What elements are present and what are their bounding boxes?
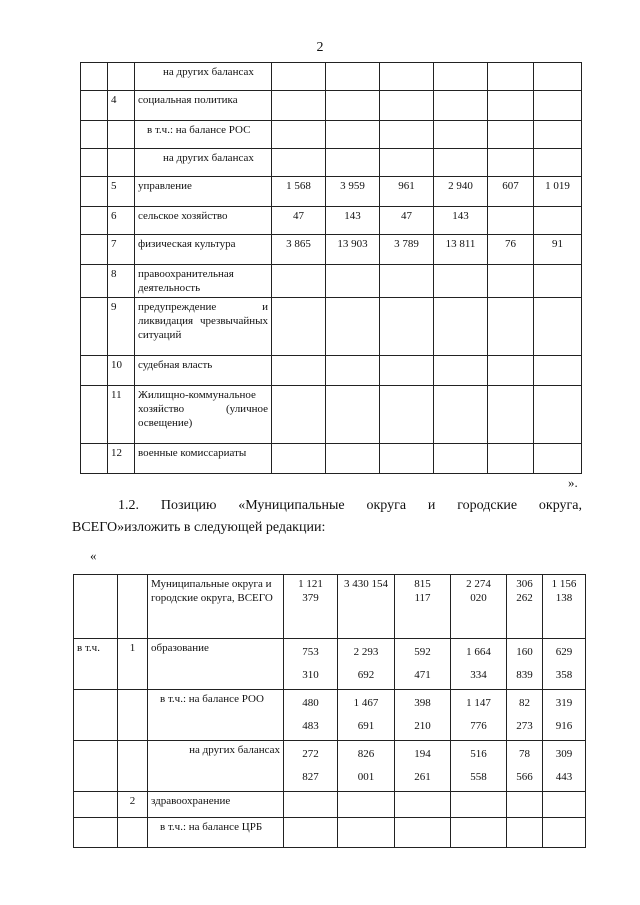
row-label: в т.ч.: на балансе РОС: [135, 121, 272, 149]
row-value-6: [534, 356, 582, 386]
total-value-6: 1 156 138: [543, 575, 586, 639]
total-value-2: 3 430 154: [338, 575, 395, 639]
row-value-6: [534, 149, 582, 177]
row-value-5: 607: [488, 177, 534, 207]
other-label: на других балансах: [148, 741, 284, 792]
total-value-5: 306 262: [507, 575, 543, 639]
table-row: [81, 444, 582, 474]
row-number: 4: [108, 91, 135, 121]
row-value-2: [326, 149, 380, 177]
row-label: Жилищно-коммунальное хозяйство (уличное освещение): [135, 386, 272, 444]
prefix-cell: [74, 792, 118, 818]
row-value-4: [434, 91, 488, 121]
row-value-5: [488, 91, 534, 121]
row-label: физическая культура: [135, 235, 272, 265]
row-value-6: [534, 386, 582, 444]
other-value-6: 309 443: [543, 741, 586, 792]
row-value-2: [326, 444, 380, 474]
prefix-cell: [74, 741, 118, 792]
row-number: [108, 149, 135, 177]
other-value-4: 516 558: [451, 741, 507, 792]
health-label: здравоохранение: [148, 792, 284, 818]
row-value-3: [380, 298, 434, 356]
empty-cell: [338, 792, 395, 818]
row-label: предупреждение и ликвидация чрезвычайных ситуаций: [135, 298, 272, 356]
health-num: 2: [118, 792, 148, 818]
row-value-2: [326, 91, 380, 121]
row-value-5: [488, 298, 534, 356]
blank-cell: [81, 207, 108, 235]
row-value-1: 47: [272, 207, 326, 235]
row-label: на других балансах: [135, 63, 272, 91]
row-value-2: [326, 265, 380, 298]
total-value-1: 1 121 379: [284, 575, 338, 639]
row-value-3: [380, 356, 434, 386]
total-value-4: 2 274 020: [451, 575, 507, 639]
empty-cell: [543, 818, 586, 848]
blank-cell: [81, 444, 108, 474]
closing-quote: ».: [568, 475, 578, 490]
row-value-4: [434, 149, 488, 177]
roo-value-5: 82 273: [507, 690, 543, 741]
row-value-4: 2 940: [434, 177, 488, 207]
row-value-6: [534, 265, 582, 298]
education-label: образование: [148, 639, 284, 690]
other-value-1: 272 827: [284, 741, 338, 792]
row-value-2: 143: [326, 207, 380, 235]
row-value-4: [434, 121, 488, 149]
blank-cell: [81, 91, 108, 121]
row-value-6: [534, 121, 582, 149]
empty-cell: [507, 792, 543, 818]
row-value-4: 13 811: [434, 235, 488, 265]
row-number: 5: [108, 177, 135, 207]
row-value-3: 47: [380, 207, 434, 235]
prefix-cell: [74, 818, 118, 848]
crb-label: в т.ч.: на балансе ЦРБ: [148, 818, 284, 848]
other-value-2: 826 001: [338, 741, 395, 792]
education-value-3: 592 471: [395, 639, 451, 690]
empty-cell: [284, 818, 338, 848]
row-value-2: [326, 298, 380, 356]
row-value-5: [488, 149, 534, 177]
empty-cell: [451, 792, 507, 818]
roo-value-1: 480 483: [284, 690, 338, 741]
row-value-4: 143: [434, 207, 488, 235]
empty-cell: [451, 818, 507, 848]
row-value-6: 1 019: [534, 177, 582, 207]
roo-value-3: 398 210: [395, 690, 451, 741]
budget-table-revised: [73, 574, 586, 848]
row-label: сельское хозяйство: [135, 207, 272, 235]
row-label: правоохранительная деятельность: [135, 265, 272, 298]
row-value-1: [272, 386, 326, 444]
table-row: [81, 207, 582, 235]
row-value-5: [488, 356, 534, 386]
roo-row: [74, 690, 586, 741]
table-row: [81, 235, 582, 265]
row-value-4: [434, 63, 488, 91]
row-value-5: [488, 207, 534, 235]
row-number: 12: [108, 444, 135, 474]
education-value-4: 1 664 334: [451, 639, 507, 690]
row-value-3: 961: [380, 177, 434, 207]
row-value-1: [272, 63, 326, 91]
row-value-1: [272, 149, 326, 177]
row-value-2: [326, 63, 380, 91]
blank-cell: [81, 63, 108, 91]
table-row: [81, 149, 582, 177]
empty-cell: [338, 818, 395, 848]
table-row: [81, 63, 582, 91]
row-value-4: [434, 444, 488, 474]
row-value-2: [326, 356, 380, 386]
row-number: 11: [108, 386, 135, 444]
row-value-5: [488, 63, 534, 91]
page-number: 2: [316, 40, 324, 55]
row-value-6: [534, 63, 582, 91]
roo-value-4: 1 147 776: [451, 690, 507, 741]
row-value-1: [272, 91, 326, 121]
row-label: управление: [135, 177, 272, 207]
total-row: [74, 575, 586, 639]
row-value-3: [380, 149, 434, 177]
empty-cell: [507, 818, 543, 848]
row-value-3: [380, 444, 434, 474]
num-cell: [118, 690, 148, 741]
row-value-6: [534, 91, 582, 121]
prefix-cell: [74, 690, 118, 741]
table-row: [81, 298, 582, 356]
num-cell: [118, 741, 148, 792]
other-value-5: 78 566: [507, 741, 543, 792]
row-label: военные комиссариаты: [135, 444, 272, 474]
num-cell: [118, 575, 148, 639]
empty-cell: [543, 792, 586, 818]
table-row: [81, 386, 582, 444]
row-number: [108, 63, 135, 91]
row-value-6: [534, 298, 582, 356]
row-label: социальная политика: [135, 91, 272, 121]
table-row: [81, 177, 582, 207]
row-number: 9: [108, 298, 135, 356]
blank-cell: [81, 149, 108, 177]
row-value-4: [434, 356, 488, 386]
row-value-1: [272, 121, 326, 149]
blank-cell: [81, 121, 108, 149]
row-value-6: 91: [534, 235, 582, 265]
education-value-5: 160 839: [507, 639, 543, 690]
total-value-3: 815 117: [395, 575, 451, 639]
education-num: 1: [118, 639, 148, 690]
blank-cell: [81, 356, 108, 386]
row-value-6: [534, 207, 582, 235]
education-value-6: 629 358: [543, 639, 586, 690]
table-row: [81, 121, 582, 149]
row-value-3: [380, 63, 434, 91]
blank-cell: [81, 386, 108, 444]
row-value-3: [380, 265, 434, 298]
education-value-2: 2 293 692: [338, 639, 395, 690]
row-value-3: [380, 121, 434, 149]
row-value-1: 1 568: [272, 177, 326, 207]
row-number: [108, 121, 135, 149]
row-number: 10: [108, 356, 135, 386]
row-value-4: [434, 265, 488, 298]
row-number: 6: [108, 207, 135, 235]
roo-label: в т.ч.: на балансе РОО: [148, 690, 284, 741]
education-row: [74, 639, 586, 690]
row-value-5: 76: [488, 235, 534, 265]
roo-value-6: 319 916: [543, 690, 586, 741]
empty-cell: [395, 792, 451, 818]
row-value-4: [434, 386, 488, 444]
education-prefix: в т.ч.: [74, 639, 118, 690]
blank-cell: [81, 265, 108, 298]
row-value-6: [534, 444, 582, 474]
roo-value-2: 1 467 691: [338, 690, 395, 741]
row-number: 7: [108, 235, 135, 265]
blank-cell: [81, 235, 108, 265]
row-value-1: 3 865: [272, 235, 326, 265]
table-row: [81, 91, 582, 121]
row-value-2: 3 959: [326, 177, 380, 207]
row-value-1: [272, 444, 326, 474]
opening-quote: «: [90, 548, 97, 563]
other-row: [74, 741, 586, 792]
table-row: [81, 265, 582, 298]
table-row: [81, 356, 582, 386]
row-label: судебная власть: [135, 356, 272, 386]
row-value-2: 13 903: [326, 235, 380, 265]
row-value-3: 3 789: [380, 235, 434, 265]
education-value-1: 753 310: [284, 639, 338, 690]
row-value-2: [326, 121, 380, 149]
row-value-1: [272, 265, 326, 298]
other-value-3: 194 261: [395, 741, 451, 792]
row-value-3: [380, 91, 434, 121]
row-value-1: [272, 356, 326, 386]
blank-cell: [81, 298, 108, 356]
empty-cell: [395, 818, 451, 848]
crb-row: [74, 818, 586, 848]
amendment-paragraph: [72, 495, 582, 539]
row-value-5: [488, 386, 534, 444]
row-value-3: [380, 386, 434, 444]
row-value-1: [272, 298, 326, 356]
total-label: Муниципальные округа и городские округа, ВСЕГО: [148, 575, 284, 639]
row-value-5: [488, 265, 534, 298]
row-value-5: [488, 121, 534, 149]
row-value-4: [434, 298, 488, 356]
blank-cell: [81, 177, 108, 207]
prefix-cell: [74, 575, 118, 639]
budget-table-continued: [80, 62, 582, 474]
num-cell: [118, 818, 148, 848]
health-row: [74, 792, 586, 818]
empty-cell: [284, 792, 338, 818]
row-value-5: [488, 444, 534, 474]
row-number: 8: [108, 265, 135, 298]
row-value-2: [326, 386, 380, 444]
amendment-text: 1.2. Позицию «Муниципальные округа и городские округа, ВСЕГО»изложить в следующей редакции:: [72, 498, 582, 535]
row-label: на других балансах: [135, 149, 272, 177]
